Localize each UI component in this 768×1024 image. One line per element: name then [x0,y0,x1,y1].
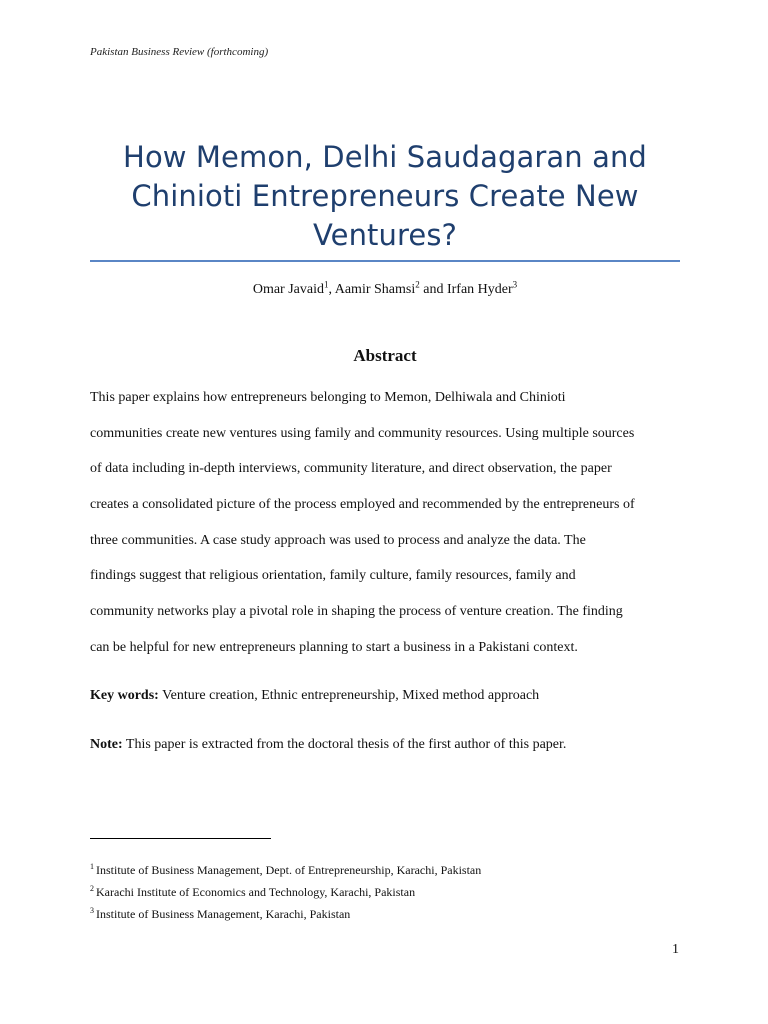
abstract-line: can be helpful for new entrepreneurs planning to start a business in a Pakistani context. [90,639,578,655]
author-affiliation-mark: 1 [324,279,329,290]
footnote-text: Institute of Business Management, Karachi, Pakistan [96,907,351,921]
author-affiliation-mark: 2 [415,279,420,290]
footnote-divider [90,838,271,839]
abstract-line: of data including in-depth interviews, community literature, and direct observation, the paper [90,461,612,477]
keywords-label: Key words: [90,688,159,703]
footnote-text: Institute of Business Management, Dept. of Entrepreneurship, Karachi, Pakistan [96,863,482,877]
author-name: Omar Javaid [252,282,324,297]
footnote-mark: 3 [90,906,94,915]
footnote [90,885,415,900]
running-header: Pakistan Business Review (forthcoming) [90,46,269,58]
title-divider [90,260,680,262]
author-list [90,279,680,298]
author-separator: and [419,282,447,297]
paper-title [90,138,680,255]
note-label: Note: [90,737,123,752]
keywords-paragraph [90,688,539,704]
abstract-line: findings suggest that religious orientation, family culture, family resources, family and [90,568,576,584]
footnote-mark: 2 [90,884,94,893]
note-paragraph [90,737,566,753]
abstract-heading: Abstract [353,346,417,365]
author-name: Irfan Hyder [446,282,513,297]
page-number: 1 [672,942,679,957]
keywords-text: Venture creation, Ethnic entrepreneurship, Mixed method approach [158,688,540,703]
title-line: Ventures? [312,218,458,252]
abstract-line: three communities. A case study approach was used to process and analyze the data. The [90,532,586,548]
note-text: This paper is extracted from the doctoral thesis of the first author of this paper. [122,737,567,752]
footnote-mark: 1 [90,862,94,871]
abstract-line: This paper explains how entrepreneurs belonging to Memon, Delhiwala and Chinioti [90,390,566,405]
author-separator: , [328,282,335,297]
title-line: How Memon, Delhi Saudagaran and [123,140,647,174]
author-affiliation-mark: 3 [512,279,518,290]
title-line: Chinioti Entrepreneurs Create New [131,179,639,213]
abstract-line: community networks play a pivotal role in shaping the process of venture creation. The finding [90,604,623,620]
author-name: Aamir Shamsi [334,282,416,297]
footnote [90,863,481,878]
footnote-text: Karachi Institute of Economics and Technology, Karachi, Pakistan [96,885,416,899]
abstract-line: creates a consolidated picture of the process employed and recommended by the entrepreneurs of [90,497,635,513]
footnote [90,907,350,922]
abstract-body [90,388,682,674]
abstract-line: communities create new ventures using family and community resources. Using multiple sources [90,425,635,441]
